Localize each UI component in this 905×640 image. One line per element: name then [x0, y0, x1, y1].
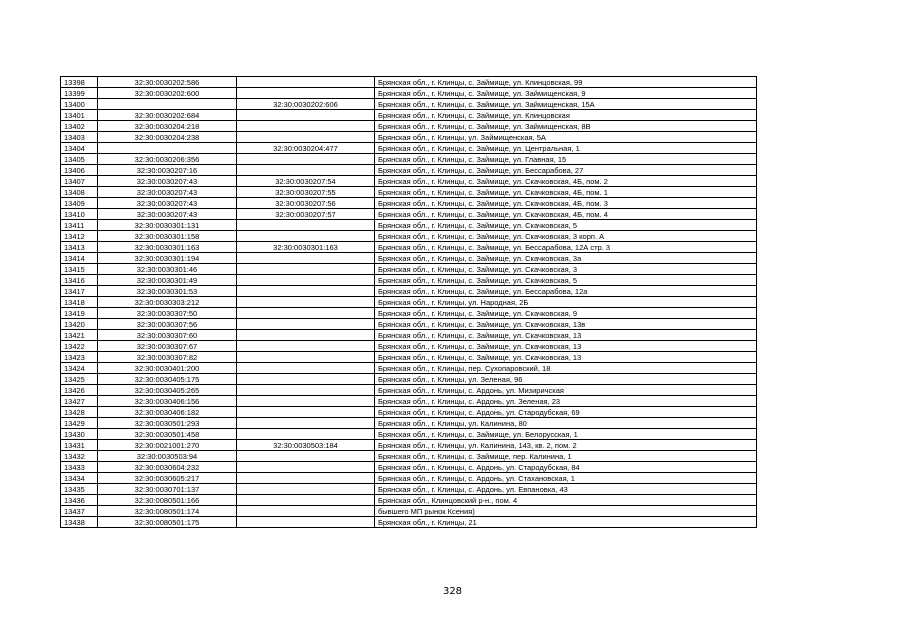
secondary-cadastral-cell [237, 253, 375, 264]
row-number-cell: 13415 [61, 264, 98, 275]
row-number-cell: 13401 [61, 110, 98, 121]
address-cell: Брянская обл., г. Клинцы, пер. Сухопаровский, 18 [375, 363, 757, 374]
secondary-cadastral-cell [237, 407, 375, 418]
secondary-cadastral-cell [237, 495, 375, 506]
secondary-cadastral-cell [237, 77, 375, 88]
row-number-cell: 13432 [61, 451, 98, 462]
address-cell: Брянская обл., г. Клинцы, с. Займище, ул. Скачковская, 4Б, пом. 1 [375, 187, 757, 198]
cadastral-number-cell: 32:30:0030202:586 [98, 77, 237, 88]
row-number-cell: 13435 [61, 484, 98, 495]
row-number-cell: 13426 [61, 385, 98, 396]
address-cell: Брянская обл., г. Клинцы, с. Займище, пер. Калинина, 1 [375, 451, 757, 462]
row-number-cell: 13423 [61, 352, 98, 363]
row-number-cell: 13416 [61, 275, 98, 286]
cadastral-number-cell: 32:30:0030605:217 [98, 473, 237, 484]
table-row [61, 473, 757, 484]
row-number-cell: 13427 [61, 396, 98, 407]
table-row [61, 220, 757, 231]
secondary-cadastral-cell [237, 374, 375, 385]
row-number-cell: 13399 [61, 88, 98, 99]
row-number-cell: 13430 [61, 429, 98, 440]
cadastral-number-cell: 32:30:0080501:175 [98, 517, 237, 528]
address-cell: Брянская обл., г. Клинцы, с. Ардонь, ул. Стародубская, 84 [375, 462, 757, 473]
secondary-cadastral-cell [237, 484, 375, 495]
address-cell: Брянская обл., г. Клинцы, с. Займище, ул. Скачковская, 4Б, пом. 2 [375, 176, 757, 187]
cadastral-number-cell: 32:30:0030406:182 [98, 407, 237, 418]
table-row [61, 319, 757, 330]
table-row [61, 341, 757, 352]
address-cell: Брянская обл., г. Клинцы, с. Займище, ул. Скачковская, 3 корп. А [375, 231, 757, 242]
secondary-cadastral-cell [237, 132, 375, 143]
cadastral-number-cell: 32:30:0030401:200 [98, 363, 237, 374]
cadastral-number-cell: 32:30:0030303:212 [98, 297, 237, 308]
address-cell: Брянская обл., г. Клинцы, с. Займище, ул. Скачковская, 13в [375, 319, 757, 330]
cadastral-number-cell: 32:30:0030207:16 [98, 165, 237, 176]
row-number-cell: 13433 [61, 462, 98, 473]
secondary-cadastral-cell [237, 462, 375, 473]
cadastral-number-cell: 32:30:0030301:131 [98, 220, 237, 231]
secondary-cadastral-cell [237, 363, 375, 374]
table-row [61, 517, 757, 528]
cadastral-number-cell: 32:30:0030307:50 [98, 308, 237, 319]
address-cell: Брянская обл., г. Клинцы, с. Займище, ул. Бессарабова, 27 [375, 165, 757, 176]
table-row [61, 308, 757, 319]
secondary-cadastral-cell [237, 264, 375, 275]
cadastral-number-cell: 32:30:0030202:684 [98, 110, 237, 121]
row-number-cell: 13420 [61, 319, 98, 330]
cadastral-number-cell: 32:30:0030207:43 [98, 187, 237, 198]
table-row [61, 286, 757, 297]
cadastral-number-cell: 32:30:0030301:163 [98, 242, 237, 253]
secondary-cadastral-cell: 32:30:0030503:184 [237, 440, 375, 451]
table-row [61, 198, 757, 209]
table-row [61, 187, 757, 198]
row-number-cell: 13437 [61, 506, 98, 517]
cadastral-number-cell: 32:30:0030202:600 [98, 88, 237, 99]
address-cell: Брянская обл., г. Клинцы, с. Займище, ул. Скачковская, 5 [375, 275, 757, 286]
secondary-cadastral-cell [237, 154, 375, 165]
secondary-cadastral-cell [237, 165, 375, 176]
table-row [61, 418, 757, 429]
address-cell: Брянская обл., г. Клинцы, с. Займище, ул. Займищенская, 8В [375, 121, 757, 132]
secondary-cadastral-cell [237, 275, 375, 286]
address-cell: Брянская обл., г. Клинцы, с. Займище, ул. Скачковская, 13 [375, 341, 757, 352]
cadastral-number-cell: 32:30:0030206:356 [98, 154, 237, 165]
row-number-cell: 13407 [61, 176, 98, 187]
cadastral-number-cell: 32:30:0030406:156 [98, 396, 237, 407]
table-body [61, 77, 757, 528]
address-cell: Брянская обл., г. Клинцы, с. Ардонь, ул. Мизиричская [375, 385, 757, 396]
cadastral-number-cell: 32:30:0030501:458 [98, 429, 237, 440]
table-row [61, 506, 757, 517]
row-number-cell: 13409 [61, 198, 98, 209]
address-cell: Брянская обл., г. Клинцы, с. Займище, ул. Белорусская, 1 [375, 429, 757, 440]
table-row [61, 374, 757, 385]
address-cell: бывшего МП рынок Ксения) [375, 506, 757, 517]
row-number-cell: 13414 [61, 253, 98, 264]
table-row [61, 132, 757, 143]
row-number-cell: 13431 [61, 440, 98, 451]
row-number-cell: 13400 [61, 99, 98, 110]
cadastral-number-cell: 32:30:0030204:238 [98, 132, 237, 143]
table-row [61, 264, 757, 275]
secondary-cadastral-cell: 32:30:0030207:54 [237, 176, 375, 187]
table-row [61, 209, 757, 220]
secondary-cadastral-cell: 32:30:0030207:56 [237, 198, 375, 209]
row-number-cell: 13429 [61, 418, 98, 429]
secondary-cadastral-cell [237, 121, 375, 132]
secondary-cadastral-cell [237, 286, 375, 297]
table-row [61, 495, 757, 506]
cadastral-number-cell: 32:30:0030207:43 [98, 209, 237, 220]
cadastral-number-cell: 32:30:0030503:94 [98, 451, 237, 462]
row-number-cell: 13421 [61, 330, 98, 341]
secondary-cadastral-cell [237, 352, 375, 363]
row-number-cell: 13404 [61, 143, 98, 154]
row-number-cell: 13428 [61, 407, 98, 418]
table-row [61, 143, 757, 154]
address-cell: Брянская обл., г. Клинцы, с. Займище, ул. Скачковская, 3 [375, 264, 757, 275]
table-row [61, 484, 757, 495]
row-number-cell: 13398 [61, 77, 98, 88]
address-cell: Брянская обл., г. Клинцы, с. Займище, ул. Скачковская, 13 [375, 352, 757, 363]
address-cell: Брянская обл., г. Клинцы, с. Займище, ул. Займищенская, 15А [375, 99, 757, 110]
address-cell: Брянская обл., г. Клинцы, ул. Займищенская, 5А [375, 132, 757, 143]
secondary-cadastral-cell [237, 451, 375, 462]
table-row [61, 396, 757, 407]
table-row [61, 407, 757, 418]
row-number-cell: 13406 [61, 165, 98, 176]
secondary-cadastral-cell [237, 506, 375, 517]
secondary-cadastral-cell: 32:30:0030204:477 [237, 143, 375, 154]
address-cell: Брянская обл., г. Клинцы, с. Ардонь, ул. Стахановская, 1 [375, 473, 757, 484]
cadastral-number-cell: 32:30:0030301:158 [98, 231, 237, 242]
secondary-cadastral-cell [237, 473, 375, 484]
address-cell: Брянская обл., г. Клинцы, с. Займище, ул. Центральная, 1 [375, 143, 757, 154]
row-number-cell: 13408 [61, 187, 98, 198]
property-register-table [60, 76, 757, 528]
table-row [61, 363, 757, 374]
table-row [61, 99, 757, 110]
secondary-cadastral-cell [237, 308, 375, 319]
row-number-cell: 13411 [61, 220, 98, 231]
secondary-cadastral-cell: 32:30:0030207:55 [237, 187, 375, 198]
table-row [61, 88, 757, 99]
address-cell: Брянская обл., г. Клинцы, с. Займище, ул. Бессарабова, 12а [375, 286, 757, 297]
cadastral-number-cell: 32:30:0030207:43 [98, 176, 237, 187]
secondary-cadastral-cell: 32:30:0030301:163 [237, 242, 375, 253]
address-cell: Брянская обл., г. Клинцы, ул. Зеленая, 96 [375, 374, 757, 385]
cadastral-number-cell: 32:30:0030307:60 [98, 330, 237, 341]
cadastral-number-cell: 32:30:0030301:46 [98, 264, 237, 275]
secondary-cadastral-cell [237, 385, 375, 396]
address-cell: Брянская обл., г. Клинцы, с. Ардонь, ул. Зеленая, 23 [375, 396, 757, 407]
cadastral-number-cell: 32:30:0030301:49 [98, 275, 237, 286]
address-cell: Брянская обл., г. Клинцы, с. Займище, ул. Скачковская, 9 [375, 308, 757, 319]
cadastral-number-cell: 32:30:0030307:56 [98, 319, 237, 330]
table-row [61, 429, 757, 440]
table-row [61, 462, 757, 473]
row-number-cell: 13402 [61, 121, 98, 132]
row-number-cell: 13410 [61, 209, 98, 220]
cadastral-number-cell: 32:30:0030301:194 [98, 253, 237, 264]
cadastral-number-cell: 32:30:0030405:265 [98, 385, 237, 396]
cadastral-number-cell: 32:30:0030405:175 [98, 374, 237, 385]
table-row [61, 352, 757, 363]
cadastral-number-cell: 32:30:0080501:174 [98, 506, 237, 517]
secondary-cadastral-cell [237, 330, 375, 341]
secondary-cadastral-cell [237, 396, 375, 407]
row-number-cell: 13418 [61, 297, 98, 308]
cadastral-number-cell: 32:30:0030207:43 [98, 198, 237, 209]
table-row [61, 440, 757, 451]
table-row [61, 242, 757, 253]
secondary-cadastral-cell [237, 88, 375, 99]
cadastral-number-cell: 32:30:0030301:53 [98, 286, 237, 297]
table-row [61, 297, 757, 308]
secondary-cadastral-cell [237, 297, 375, 308]
cadastral-number-cell: 32:30:0030501:293 [98, 418, 237, 429]
table-row [61, 77, 757, 88]
address-cell: Брянская обл., г. Клинцы, с. Займище, ул. Займищенская, 9 [375, 88, 757, 99]
cadastral-number-cell: 32:30:0030307:67 [98, 341, 237, 352]
address-cell: Брянская обл., г. Клинцы, ул. Народная, 2Б [375, 297, 757, 308]
address-cell: Брянская обл., г. Клинцы, ул. Калинина, 143, кв. 2, пом. 2 [375, 440, 757, 451]
row-number-cell: 13434 [61, 473, 98, 484]
address-cell: Брянская обл., г. Клинцы, с. Займище, ул. Скачковская, 4Б, пом. 4 [375, 209, 757, 220]
cadastral-number-cell: 32:30:0080501:166 [98, 495, 237, 506]
secondary-cadastral-cell [237, 319, 375, 330]
cadastral-number-cell [98, 99, 237, 110]
table-row [61, 385, 757, 396]
table-row [61, 121, 757, 132]
table-row [61, 110, 757, 121]
page-number: 328 [442, 586, 463, 597]
address-cell: Брянская обл., г. Клинцы, ул. Калинина, 80 [375, 418, 757, 429]
address-cell: Брянская обл., г. Клинцы, с. Займище, ул. Скачковская, 13 [375, 330, 757, 341]
table-row [61, 451, 757, 462]
row-number-cell: 13405 [61, 154, 98, 165]
address-cell: Брянская обл., г. Клинцы, с. Займище, ул. Клинцовская, 99 [375, 77, 757, 88]
row-number-cell: 13417 [61, 286, 98, 297]
table-row [61, 231, 757, 242]
row-number-cell: 13425 [61, 374, 98, 385]
address-cell: Брянская обл., г. Клинцы, с. Займище, ул. Скачковская, 3а [375, 253, 757, 264]
address-cell: Брянская обл., г. Клинцы, с. Ардонь, ул. Евпановка, 43 [375, 484, 757, 495]
cadastral-number-cell: 32:30:0030307:82 [98, 352, 237, 363]
address-cell: Брянская обл., г. Клинцы, 21 [375, 517, 757, 528]
cadastral-number-cell: 32:30:0021001:270 [98, 440, 237, 451]
row-number-cell: 13424 [61, 363, 98, 374]
secondary-cadastral-cell [237, 429, 375, 440]
row-number-cell: 13438 [61, 517, 98, 528]
row-number-cell: 13436 [61, 495, 98, 506]
address-cell: Брянская обл., г. Клинцы, с. Займище, ул. Скачковская, 4Б, пом. 3 [375, 198, 757, 209]
address-cell: Брянская обл., г. Клинцы, с. Займище, ул. Бессарабова, 12А стр. 3 [375, 242, 757, 253]
row-number-cell: 13413 [61, 242, 98, 253]
cadastral-number-cell [98, 143, 237, 154]
row-number-cell: 13419 [61, 308, 98, 319]
cadastral-number-cell: 32:30:0030701:137 [98, 484, 237, 495]
table-row [61, 275, 757, 286]
secondary-cadastral-cell [237, 110, 375, 121]
address-cell: Брянская обл., г. Клинцы, с. Займище, ул. Клинцовская [375, 110, 757, 121]
row-number-cell: 13403 [61, 132, 98, 143]
cadastral-number-cell: 32:30:0030204:218 [98, 121, 237, 132]
secondary-cadastral-cell [237, 231, 375, 242]
table-row [61, 154, 757, 165]
table-row [61, 253, 757, 264]
address-cell: Брянская обл., г. Клинцы, с. Ардонь, ул. Стародубская, 69 [375, 407, 757, 418]
secondary-cadastral-cell: 32:30:0030207:57 [237, 209, 375, 220]
secondary-cadastral-cell: 32:30:0030202:606 [237, 99, 375, 110]
address-cell: Брянская обл., г. Клинцы, с. Займище, ул. Главная, 15 [375, 154, 757, 165]
table-row [61, 176, 757, 187]
secondary-cadastral-cell [237, 517, 375, 528]
secondary-cadastral-cell [237, 341, 375, 352]
cadastral-number-cell: 32:30:0030604:232 [98, 462, 237, 473]
table-row [61, 165, 757, 176]
table-row [61, 330, 757, 341]
secondary-cadastral-cell [237, 418, 375, 429]
address-cell: Брянская обл., г. Клинцы, с. Займище, ул. Скачковская, 5 [375, 220, 757, 231]
row-number-cell: 13422 [61, 341, 98, 352]
address-cell: Брянская обл., Клинцовский р-н., пом. 4 [375, 495, 757, 506]
row-number-cell: 13412 [61, 231, 98, 242]
secondary-cadastral-cell [237, 220, 375, 231]
